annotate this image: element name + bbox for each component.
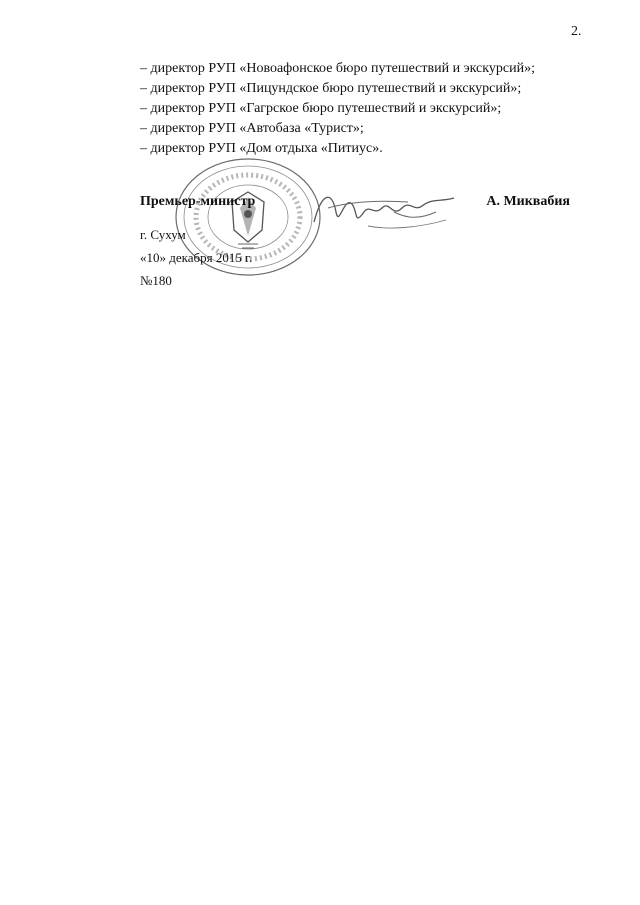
list-item: – директор РУП «Пицундское бюро путешествий и экскурсий»;	[140, 81, 522, 96]
page-number: 2.	[571, 24, 582, 39]
document-date: «10» декабря 2015 г.	[140, 250, 253, 265]
position-title: Премьер-министр	[140, 194, 256, 209]
city: г. Сухум	[140, 227, 186, 242]
list-item: – директор РУП «Новоафонское бюро путешествий и экскурсий»;	[140, 61, 535, 76]
list-item: – директор РУП «Гагрское бюро путешествий и экскурсий»;	[140, 101, 502, 116]
document-number: №180	[140, 273, 172, 288]
list-item: – директор РУП «Автобаза «Турист»;	[140, 121, 364, 136]
signer-name: А. Миквабия	[486, 194, 570, 209]
handwritten-signature-icon	[308, 182, 458, 242]
list-item: – директор РУП «Дом отдыха «Питиус».	[140, 141, 383, 156]
director-list	[140, 59, 535, 159]
